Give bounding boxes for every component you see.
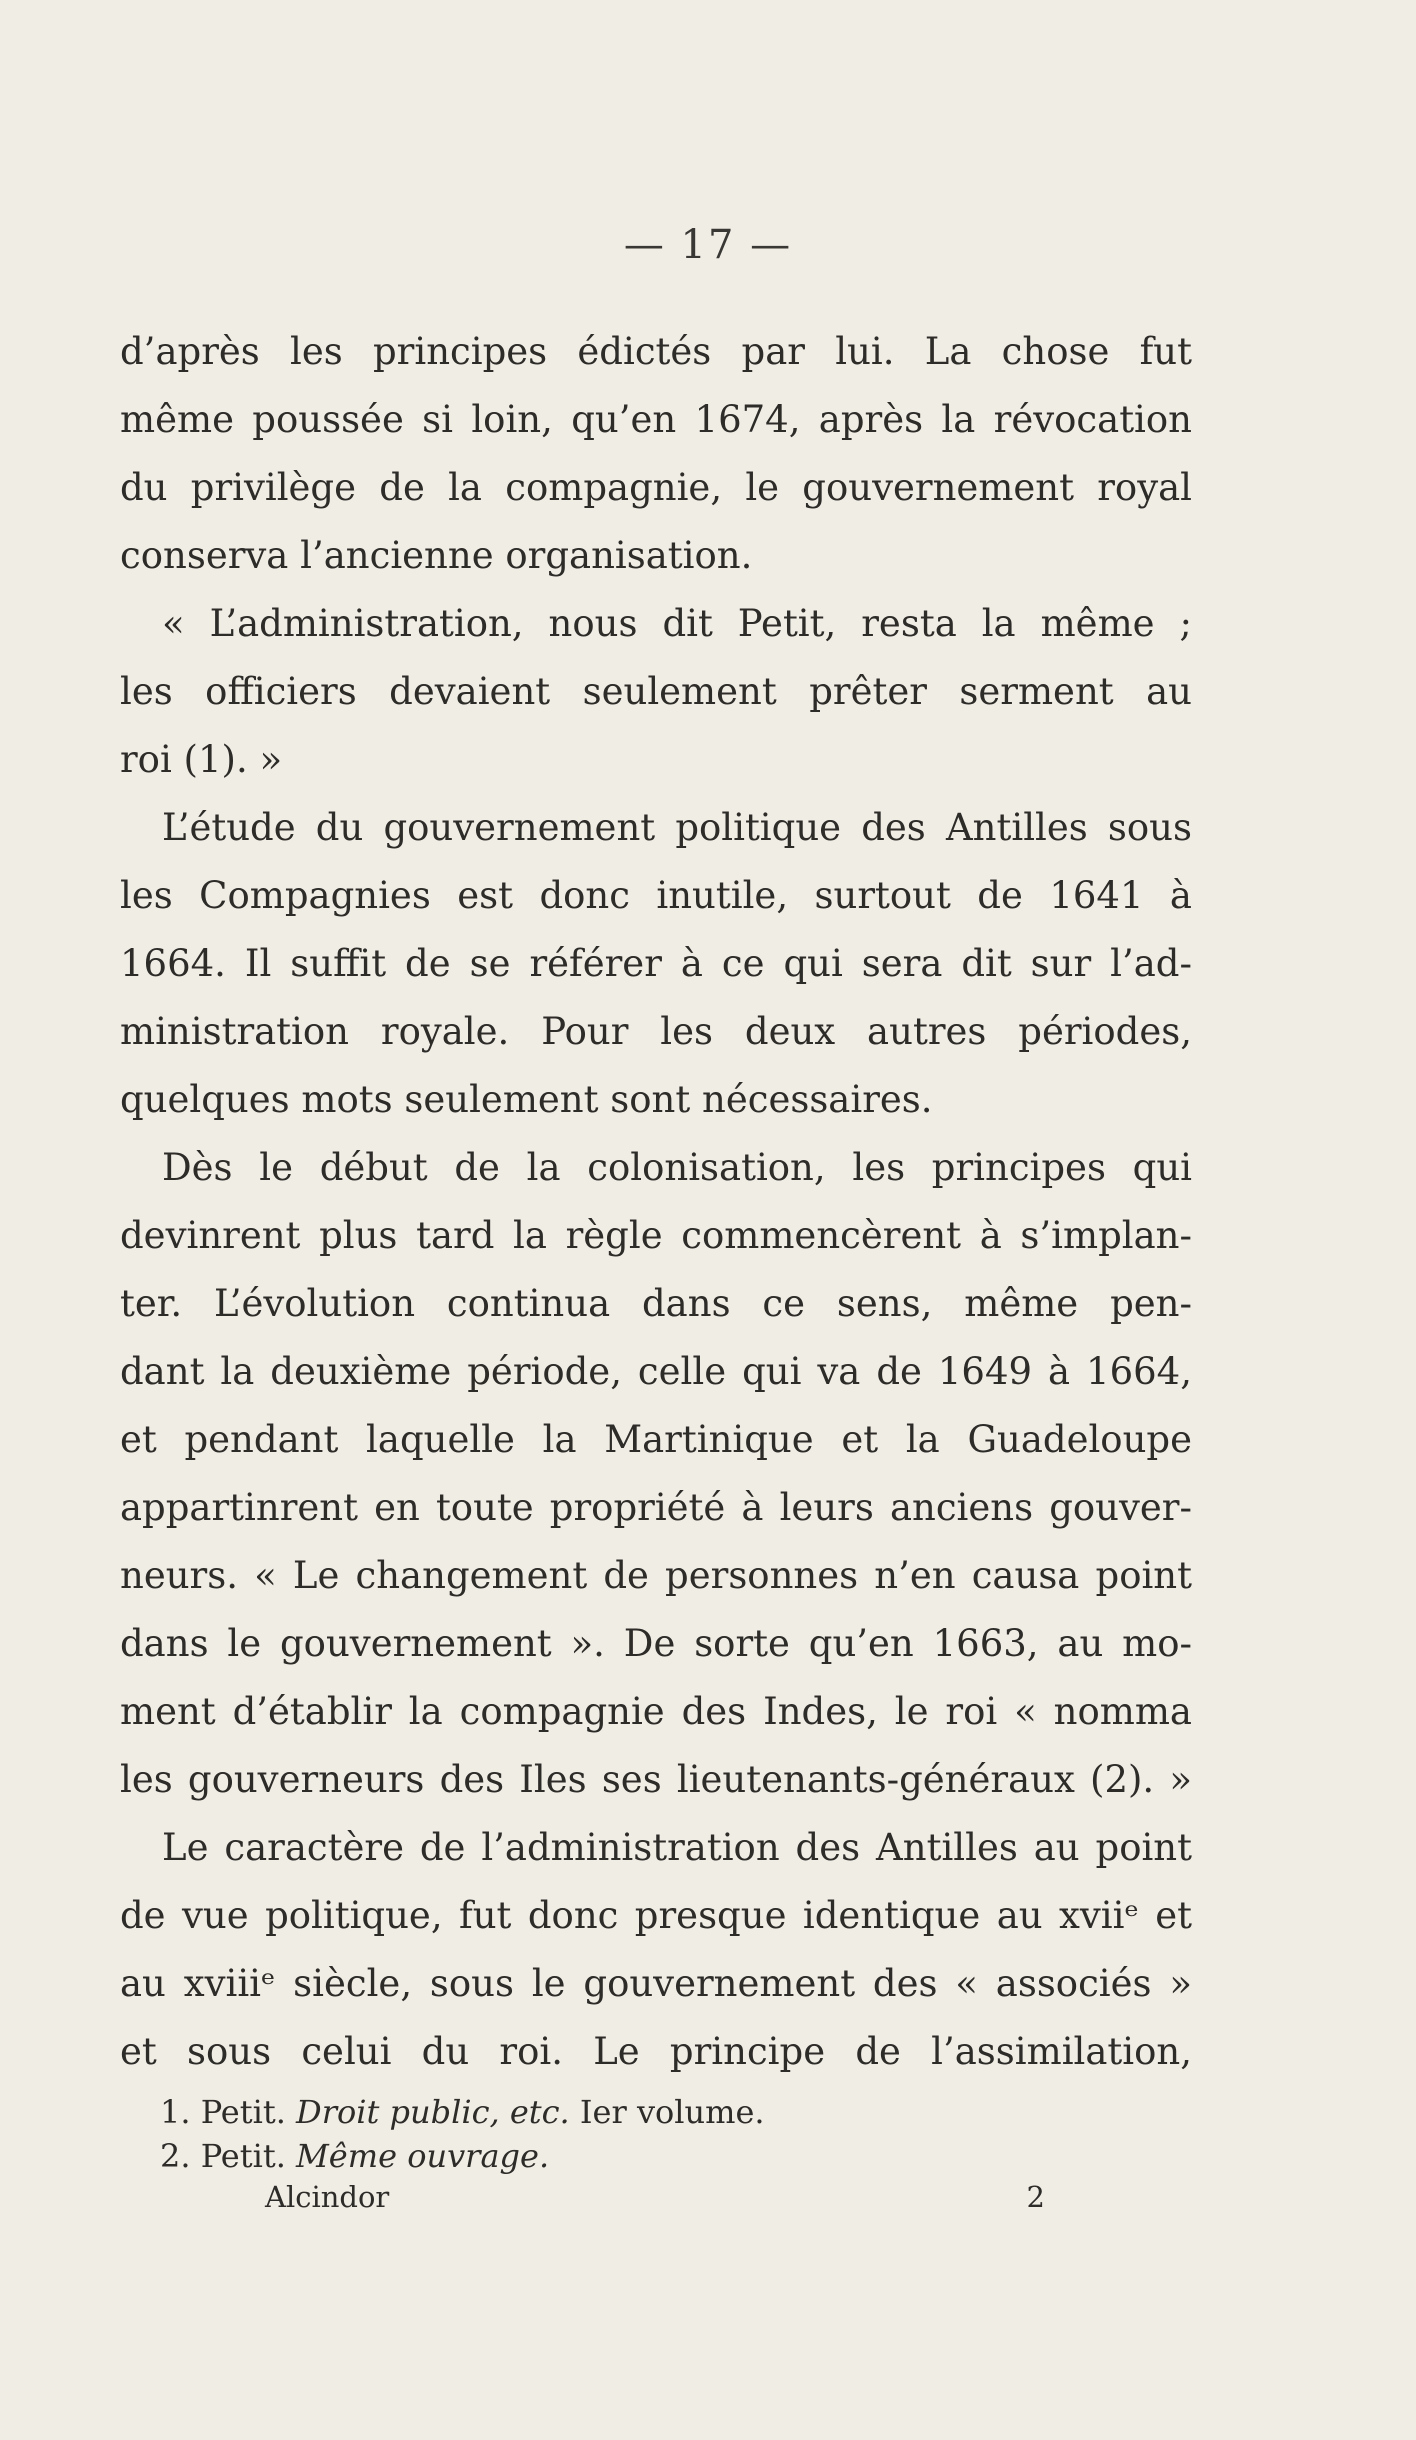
text-line: appartinrent en toute propriété à leurs anciens gouver- bbox=[120, 1486, 1192, 1529]
text-line: 1664. Il suffit de se référer à ce qui sera dit sur l’ad- bbox=[120, 942, 1192, 985]
signature-sheet: 2 bbox=[1026, 2180, 1045, 2214]
text-line: les Compagnies est donc inutile, surtout de 1641 à bbox=[120, 874, 1192, 917]
text-line: L’étude du gouvernement politique des Antilles sous bbox=[162, 806, 1192, 849]
text-line: les officiers devaient seulement prêter serment au bbox=[120, 670, 1192, 713]
footnote-author: Petit. bbox=[200, 2137, 286, 2175]
text-line: ment d’établir la compagnie des Indes, le roi « nomma bbox=[120, 1690, 1192, 1733]
page-number: — 17 — bbox=[623, 222, 793, 268]
footnote-title: Droit public, etc. bbox=[296, 2093, 570, 2131]
text-line: Le caractère de l’administration des Antilles au point bbox=[162, 1826, 1192, 1869]
footnote-2 bbox=[160, 2134, 1060, 2178]
signature-name: Alcindor bbox=[265, 2180, 390, 2214]
text-line: de vue politique, fut donc presque identique au xviiᵉ et bbox=[120, 1894, 1192, 1937]
text-line: Dès le début de la colonisation, les principes qui bbox=[162, 1146, 1192, 1189]
text-line: devinrent plus tard la règle commencèrent à s’implan- bbox=[120, 1214, 1192, 1257]
footnotes bbox=[160, 2090, 1060, 2178]
text-line: au xviiiᵉ siècle, sous le gouvernement des « associés » bbox=[120, 1962, 1192, 2005]
text-line: ter. L’évolution continua dans ce sens, même pen- bbox=[120, 1282, 1192, 1325]
footnote-1 bbox=[160, 2090, 1060, 2134]
text-line: dans le gouvernement ». De sorte qu’en 1663, au mo- bbox=[120, 1622, 1192, 1665]
text-line: « L’administration, nous dit Petit, resta la même ; bbox=[162, 602, 1192, 645]
footnote-author: Petit. bbox=[200, 2093, 286, 2131]
text-line: neurs. « Le changement de personnes n’en causa point bbox=[120, 1554, 1192, 1597]
text-line: et sous celui du roi. Le principe de l’assimilation, bbox=[120, 2030, 1192, 2073]
text-line: roi (1). » bbox=[120, 738, 283, 781]
footnote-rest: Ier volume. bbox=[579, 2093, 765, 2131]
text-line: dant la deuxième période, celle qui va de 1649 à 1664, bbox=[120, 1350, 1192, 1393]
text-line: ministration royale. Pour les deux autres périodes, bbox=[120, 1010, 1192, 1053]
text-line: du privilège de la compagnie, le gouvernement royal bbox=[120, 466, 1192, 509]
footnote-title: Même ouvrage. bbox=[296, 2137, 550, 2175]
footnote-number: 1. bbox=[160, 2093, 191, 2131]
text-line: d’après les principes édictés par lui. La chose fut bbox=[120, 330, 1192, 373]
footnote-number: 2. bbox=[160, 2137, 191, 2175]
signature-row bbox=[265, 2180, 1045, 2214]
body-text bbox=[120, 318, 1192, 2086]
text-line: les gouverneurs des Iles ses lieutenants-généraux (2). » bbox=[120, 1758, 1192, 1801]
text-line: quelques mots seulement sont nécessaires. bbox=[120, 1078, 933, 1121]
text-line: et pendant laquelle la Martinique et la Guadeloupe bbox=[120, 1418, 1192, 1461]
text-line: même poussée si loin, qu’en 1674, après la révocation bbox=[120, 398, 1192, 441]
text-line: conserva l’ancienne organisation. bbox=[120, 534, 753, 577]
